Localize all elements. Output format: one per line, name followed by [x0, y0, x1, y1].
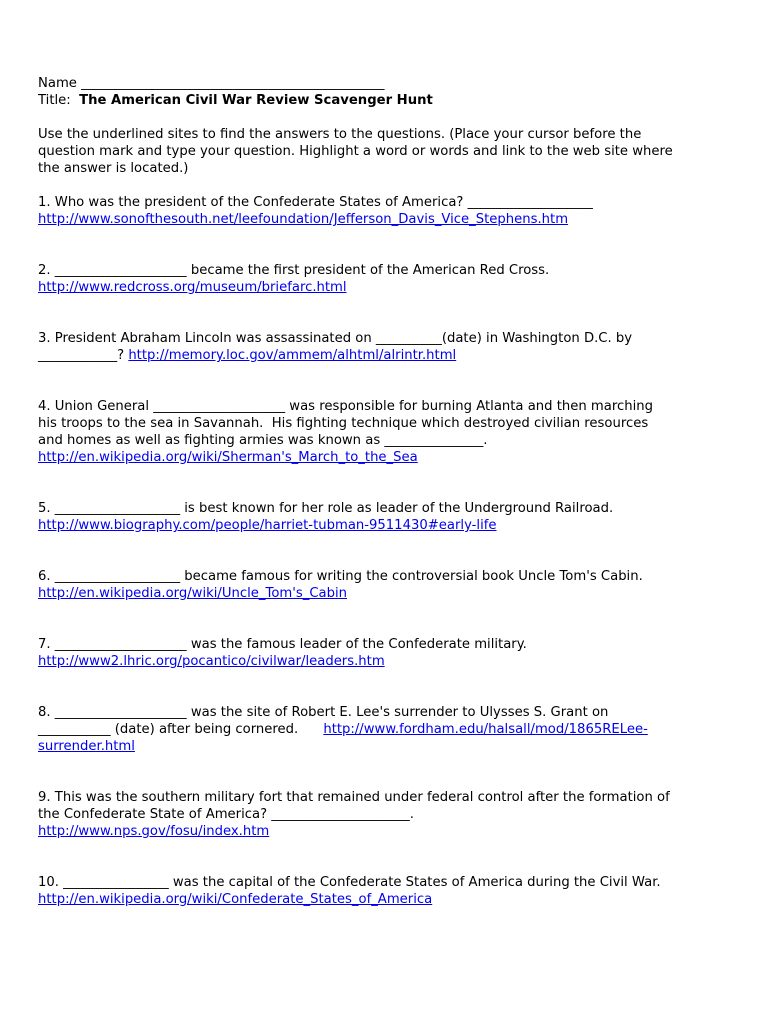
question-10-text: 10. ________________ was the capital of the Confederate States of America during the Civil War.: [38, 875, 661, 890]
title-label: Title:: [38, 93, 80, 108]
instructions-line-3: the answer is located.): [38, 161, 189, 176]
question-2-text: 2. ____________________ became the first president of the American Red Cross.: [38, 263, 550, 278]
question-1: [38, 194, 738, 228]
question-5-text: 5. ___________________ is best known for her role as leader of the Underground Railroad.: [38, 501, 614, 516]
question-8-link-part-1[interactable]: http://www.fordham.edu/halsall/mod/1865RELee-: [323, 722, 648, 737]
question-4-text-3: and homes as well as fighting armies was known as _______________.: [38, 433, 488, 448]
question-3-text: 3. President Abraham Lincoln was assassinated on __________(date) in Washington D.C. by: [38, 331, 633, 346]
question-6: [38, 568, 738, 602]
question-7: [38, 636, 738, 670]
question-7-text: 7. ____________________ was the famous leader of the Confederate military.: [38, 637, 527, 652]
instructions-line-2: question mark and type your question. Highlight a word or words and link to the web site where: [38, 144, 673, 159]
name-field-line[interactable]: Name ______________________________________________: [38, 76, 385, 91]
question-9: [38, 789, 738, 840]
question-8-text: 8. ____________________ was the site of Robert E. Lee's surrender to Ulysses S. Grant on: [38, 705, 609, 720]
worksheet-title: The American Civil War Review Scavenger Hunt: [79, 93, 433, 108]
question-3-link[interactable]: http://memory.loc.gov/ammem/alhtml/alrintr.html: [128, 348, 457, 363]
question-2-link[interactable]: http://www.redcross.org/museum/briefarc.html: [38, 280, 347, 295]
question-7-link[interactable]: http://www2.lhric.org/pocantico/civilwar/leaders.htm: [38, 654, 385, 669]
question-5: [38, 500, 738, 534]
question-8: [38, 704, 738, 755]
question-10-link[interactable]: http://en.wikipedia.org/wiki/Confederate_States_of_America: [38, 892, 433, 907]
question-9-text-1: 9. This was the southern military fort that remained under federal control after the formation of: [38, 790, 670, 805]
question-9-link[interactable]: http://www.nps.gov/fosu/index.htm: [38, 824, 270, 839]
question-1-text: 1. Who was the president of the Confederate States of America? ___________________: [38, 195, 593, 210]
question-8-blank: ___________ (date) after being cornered.: [38, 722, 324, 737]
question-9-text-2: the Confederate State of America? _____________________.: [38, 807, 414, 822]
question-8-link-part-2[interactable]: surrender.html: [38, 739, 135, 754]
question-10: [38, 874, 738, 908]
worksheet: [38, 75, 738, 908]
question-4-text-2: his troops to the sea in Savannah. His fighting technique which destroyed civilian resources: [38, 416, 649, 431]
question-3: [38, 330, 738, 364]
question-1-link[interactable]: http://www.sonofthesouth.net/leefoundation/Jefferson_Davis_Vice_Stephens.htm: [38, 212, 569, 227]
question-5-link[interactable]: http://www.biography.com/people/harriet-tubman-9511430#early-life: [38, 518, 497, 533]
question-6-link[interactable]: http://en.wikipedia.org/wiki/Uncle_Tom's_Cabin: [38, 586, 348, 601]
title-line: [38, 92, 738, 109]
instructions-line-1: Use the underlined sites to find the answers to the questions. (Place your cursor before the: [38, 127, 642, 142]
question-4-text-1: 4. Union General ____________________ was responsible for burning Atlanta and then marching: [38, 399, 653, 414]
question-4: [38, 398, 738, 466]
question-2: [38, 262, 738, 296]
question-4-link[interactable]: http://en.wikipedia.org/wiki/Sherman's_March_to_the_Sea: [38, 450, 418, 465]
question-3-blank: ____________?: [38, 348, 129, 363]
question-6-text: 6. ___________________ became famous for writing the controversial book Uncle Tom's Cabin.: [38, 569, 643, 584]
